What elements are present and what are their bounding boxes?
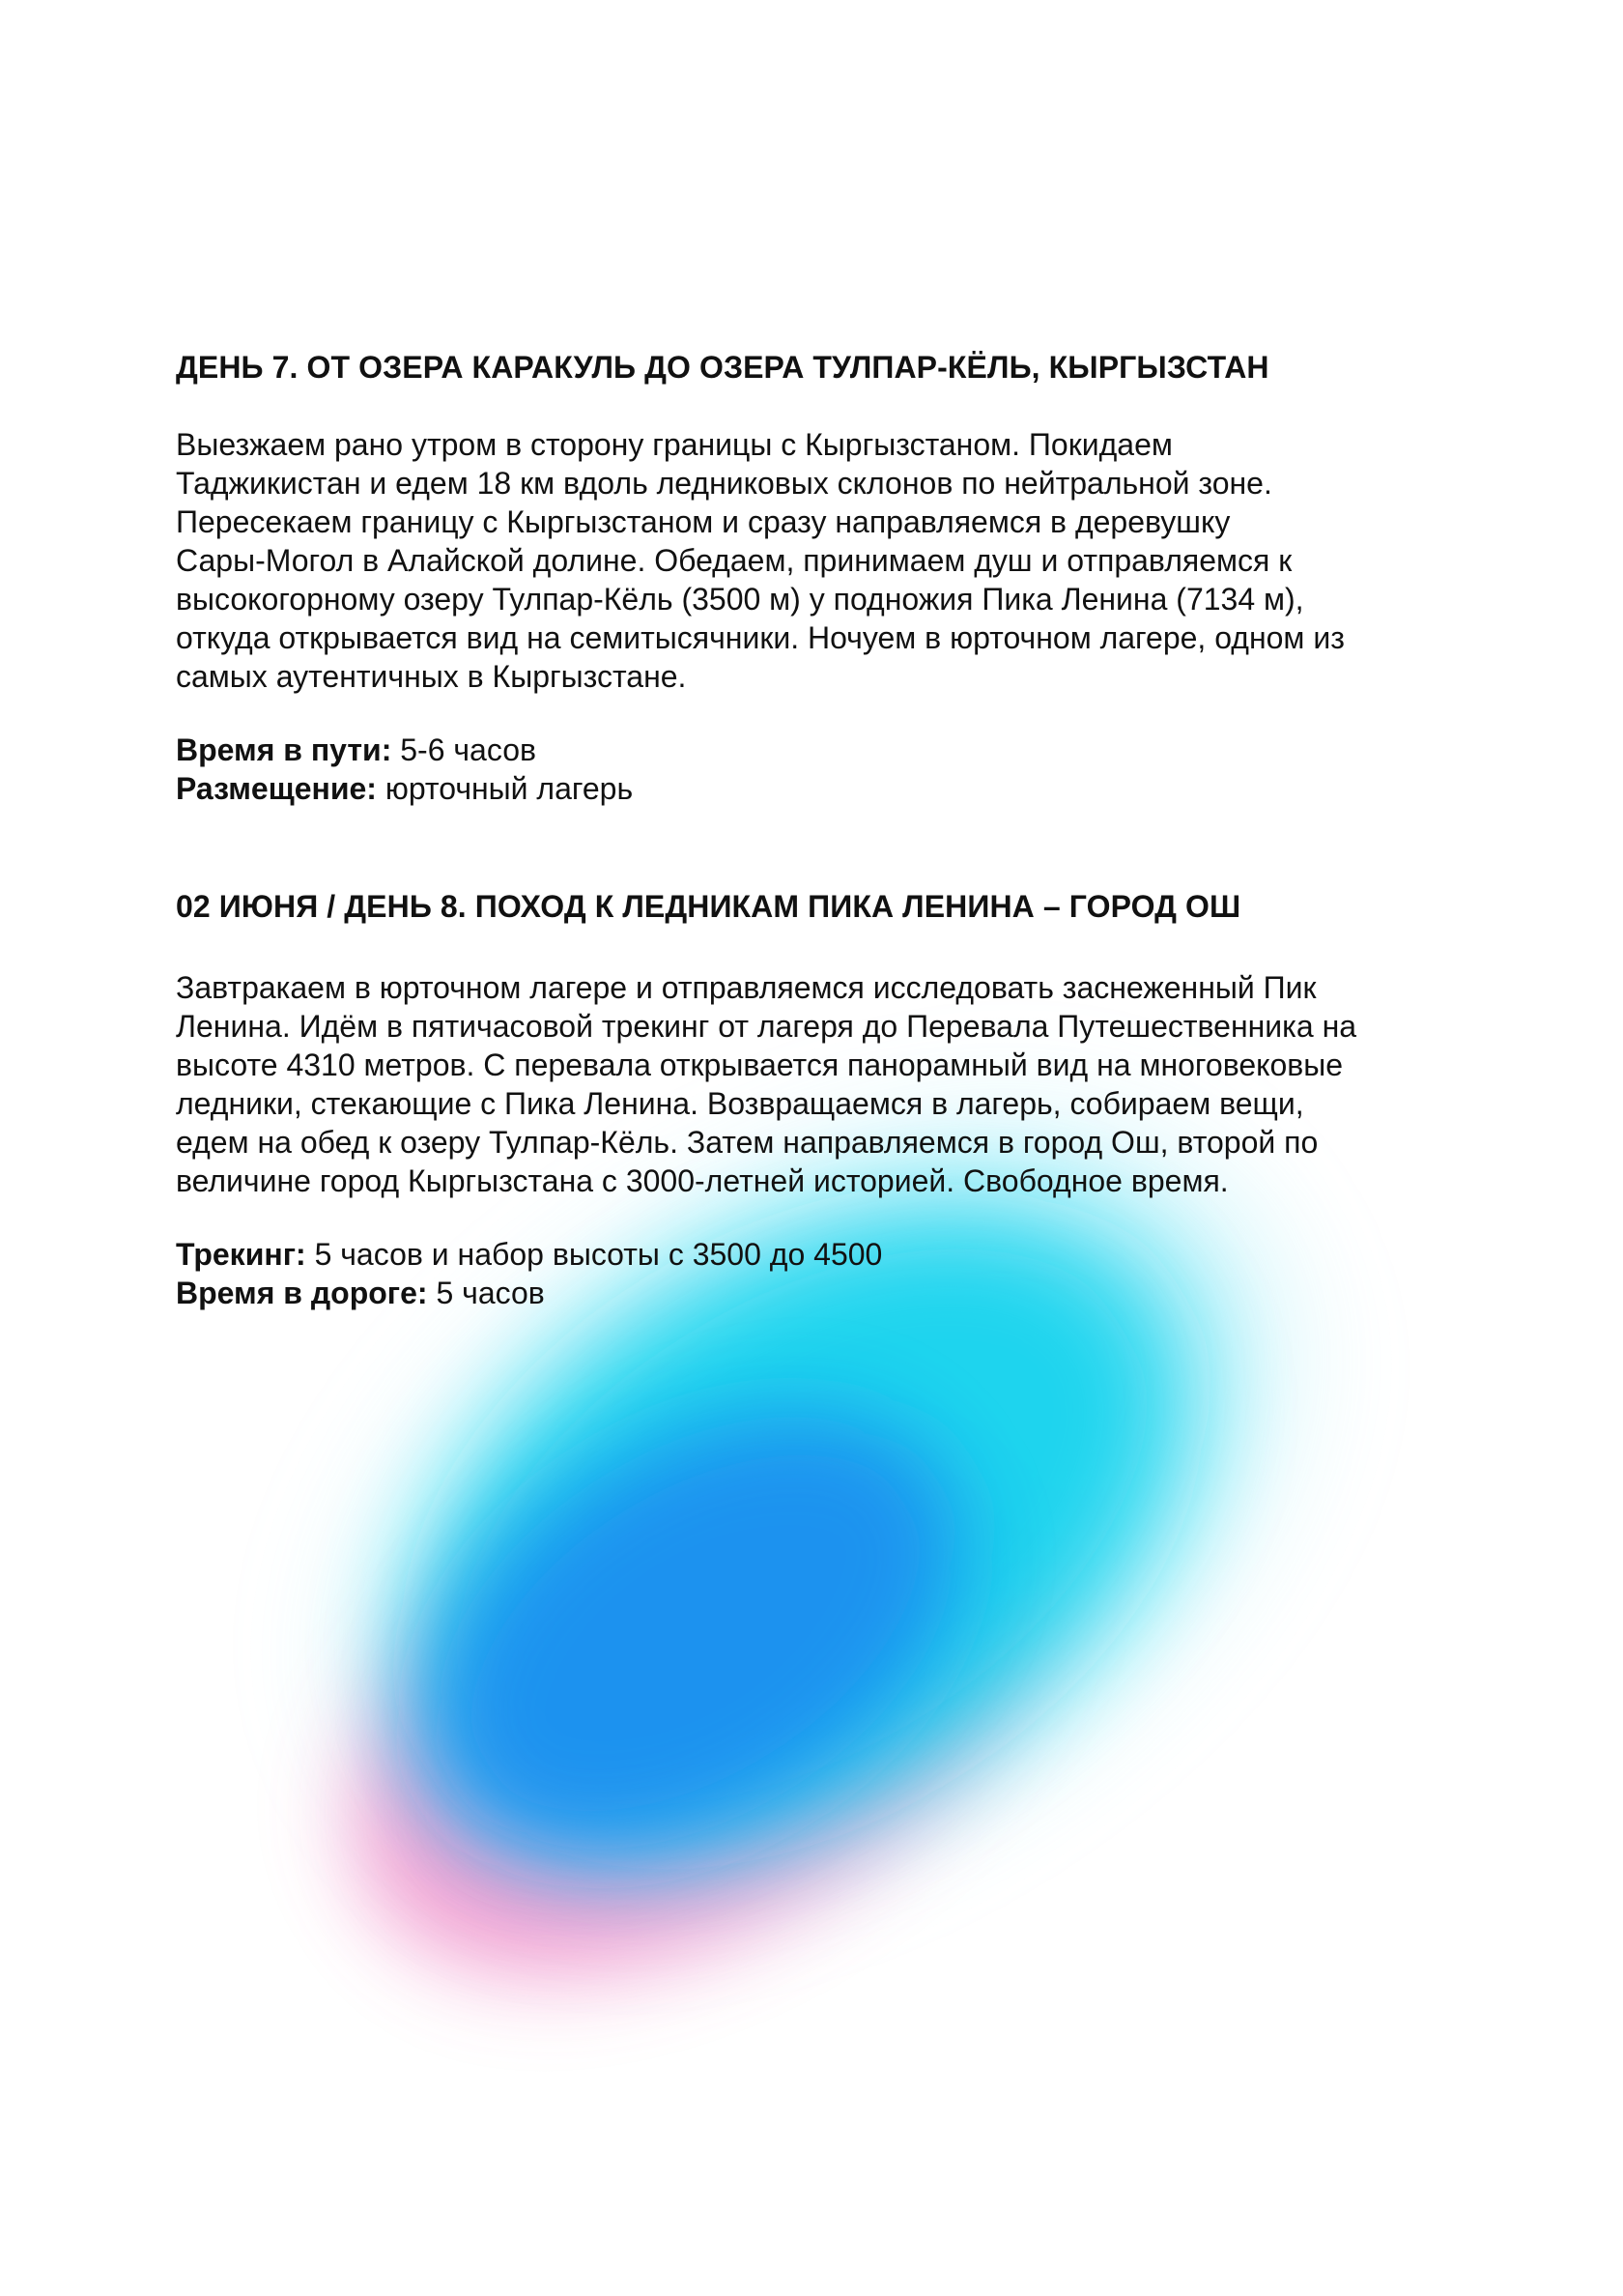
accommodation-value: юрточный лагерь xyxy=(376,771,634,806)
trekking-line xyxy=(176,1235,1470,1274)
trekking-value: 5 часов и набор высоты с 3500 до 4500 xyxy=(305,1237,883,1272)
trekking-label: Трекинг: xyxy=(176,1237,306,1272)
day-8-description: Завтракаем в юрточном лагере и отправляемся исследовать заснеженный Пик Ленина. Идём в пятичасовой трекинг от лагеря до Перевала Путешественника на высоте 4310 метров. С перевала открывается панорамный вид на многовековые ледники, стекающие с Пика Ленина. Возвращаемся в лагерь, собираем вещи, едем на обед к озеру Тулпар-Кёль. Затем направляемся в город Ош, второй по величине город Кыргызстана с 3000-летней историей. Свободное время. xyxy=(176,970,1357,1198)
accommodation-label: Размещение: xyxy=(176,771,377,806)
day-7-description: Выезжаем рано утром в сторону границы с Кыргызстаном. Покидаем Таджикистан и едем 18 км вдоль ледниковых склонов по нейтральной зоне. Пересекаем границу с Кыргызстаном и сразу направляемся в деревушку Сары-Могол в Алайской долине. Обедаем, принимаем душ и отправляемся к высокогорному озеру Тулпар-Кёль (3500 м) у подножия Пика Ленина (7134 м), откуда открывается вид на семитысячники. Ночуем в юрточном лагере, одном из самых аутентичных в Кыргызстане. xyxy=(176,427,1345,694)
road-time-value: 5 часов xyxy=(427,1276,545,1310)
day-8-heading: 02 ИЮНЯ / ДЕНЬ 8. ПОХОД К ЛЕДНИКАМ ПИКА ЛЕНИНА – ГОРОД ОШ xyxy=(176,889,1241,924)
day-8-details xyxy=(176,1235,1470,1312)
day-7-heading: ДЕНЬ 7. ОТ ОЗЕРА КАРАКУЛЬ ДО ОЗЕРА ТУЛПАР-КЁЛЬ, КЫРГЫЗСТАН xyxy=(176,350,1269,385)
day-7-details xyxy=(176,731,1470,808)
road-time-label: Время в дороге: xyxy=(176,1276,428,1310)
travel-time-value: 5-6 часов xyxy=(391,732,536,767)
road-time-line xyxy=(176,1274,1470,1312)
itinerary-content xyxy=(176,348,1470,1312)
travel-time-line xyxy=(176,731,1470,769)
travel-time-label: Время в пути: xyxy=(176,732,392,767)
accommodation-line xyxy=(176,769,1470,808)
